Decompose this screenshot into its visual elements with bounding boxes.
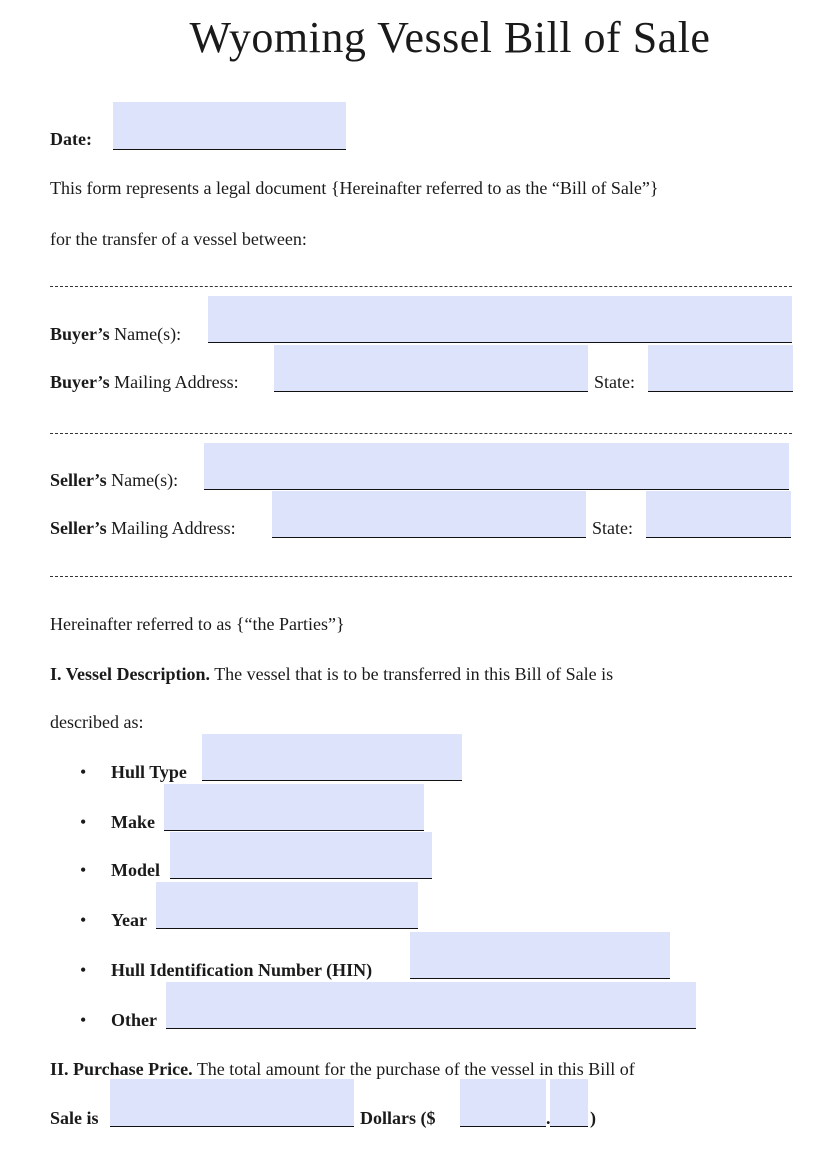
bullet-icon: • [80,1010,87,1030]
seller-name-label: Seller’s Name(s): [50,470,179,490]
buyer-state-label: State: [594,372,635,392]
seller-address-field[interactable] [272,491,586,538]
model-label: Model [111,860,160,880]
sale-is-label: Sale is [50,1108,99,1128]
section-2-line-1: II. Purchase Price. The total amount for the purchase of the vessel in this Bill of [50,1059,635,1079]
buyer-state-field[interactable] [648,345,793,392]
other-field[interactable] [166,982,696,1029]
hull-type-field[interactable] [202,734,462,781]
price-words-field[interactable] [110,1079,354,1127]
hin-field[interactable] [410,932,670,979]
seller-state-label: State: [592,518,633,538]
divider [50,286,792,287]
hull-type-label: Hull Type [111,762,187,782]
decimal-point: . [546,1108,551,1128]
bullet-icon: • [80,860,87,880]
buyer-address-field[interactable] [274,345,588,392]
make-label: Make [111,812,155,832]
section-1-line-1: I. Vessel Description. The vessel that is to be transferred in this Bill of Sale is [50,664,614,684]
close-paren: ) [590,1108,596,1128]
year-field[interactable] [156,882,418,929]
dollars-label: Dollars ($ [360,1108,436,1128]
price-cents-field[interactable] [550,1079,588,1127]
section-1-line-2: described as: [50,712,144,732]
intro-line-2: for the transfer of a vessel between: [50,229,307,249]
price-dollars-field[interactable] [460,1079,546,1127]
buyer-address-label: Buyer’s Mailing Address: [50,372,239,392]
seller-name-field[interactable] [204,443,789,490]
divider [50,433,792,434]
bullet-icon: • [80,960,87,980]
model-field[interactable] [170,832,432,879]
bullet-icon: • [80,812,87,832]
year-label: Year [111,910,147,930]
seller-address-label: Seller’s Mailing Address: [50,518,236,538]
buyer-name-label: Buyer’s Name(s): [50,324,182,344]
date-field[interactable] [113,102,346,150]
bullet-icon: • [80,762,87,782]
hin-label: Hull Identification Number (HIN) [111,960,373,980]
date-label: Date: [50,129,92,149]
divider [50,576,792,577]
page-title: Wyoming Vessel Bill of Sale [189,13,711,62]
other-label: Other [111,1010,157,1030]
seller-state-field[interactable] [646,491,791,538]
make-field[interactable] [164,784,424,831]
bullet-icon: • [80,910,87,930]
intro-line-1: This form represents a legal document {Hereinafter referred to as the “Bill of Sale”} [50,178,659,198]
parties-text: Hereinafter referred to as {“the Parties”} [50,614,345,634]
buyer-name-field[interactable] [208,296,792,343]
